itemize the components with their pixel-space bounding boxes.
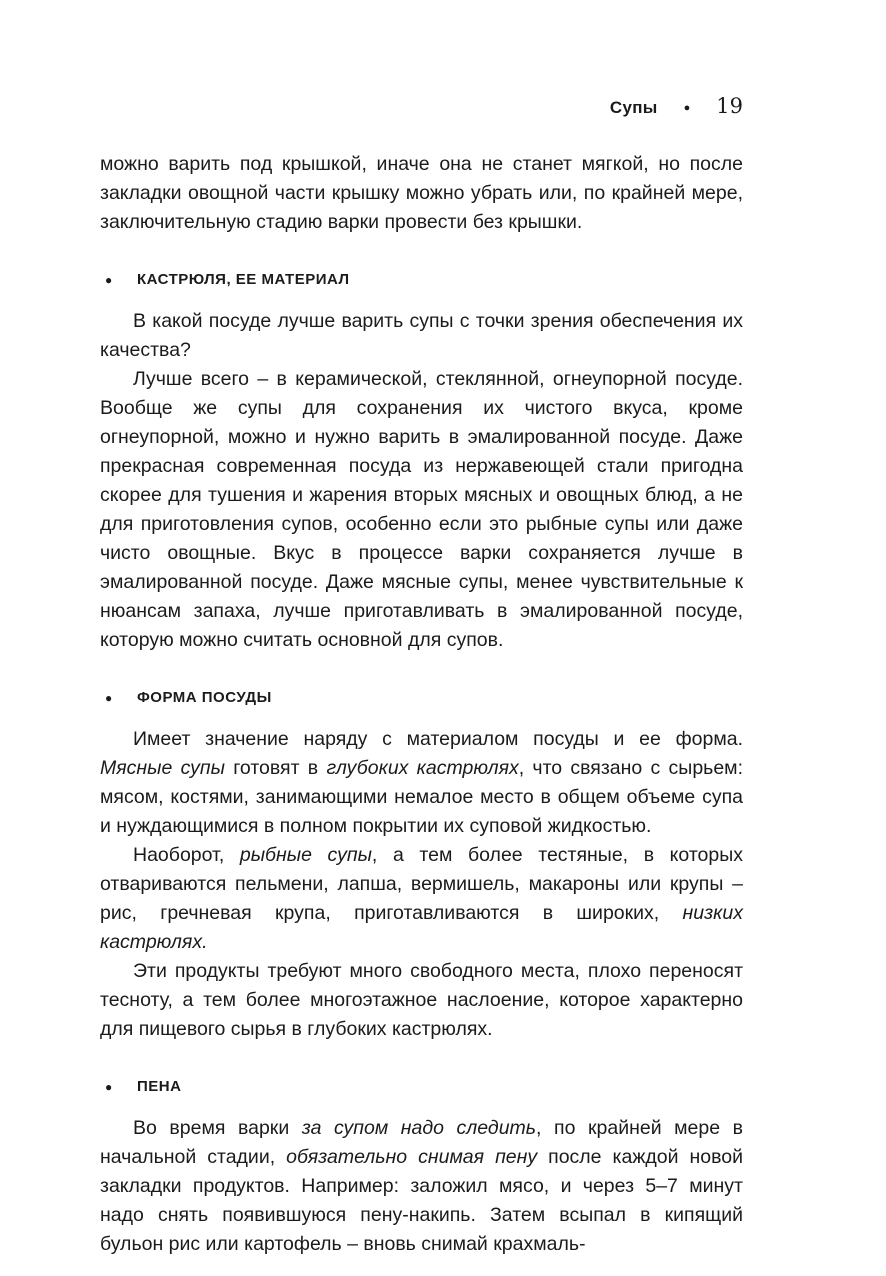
section-heading-label: ПЕНА — [137, 1078, 182, 1095]
text-run-italic: рыбные супы — [239, 844, 372, 866]
text-run: , по крайней мере в начальной стадии, — [100, 1117, 743, 1168]
text-run: Имеет значение наряду с материалом посуды и ее форма. — [133, 728, 743, 750]
paragraph — [100, 307, 743, 365]
text-run: Во время варки — [133, 1117, 302, 1139]
text-run-italic: за супом надо следить — [301, 1117, 537, 1139]
text-run-italic: низких кастрюлях. — [100, 902, 743, 953]
section-heading — [100, 1072, 743, 1102]
page-number: 19 — [716, 94, 743, 118]
running-head — [100, 94, 743, 118]
text-run: Эти продукты требуют много свободного места, плохо переносят тесноту, а тем более многоэтажное наслоение, которое характерно для пищевого сырья в глубоких кастрюлях. — [100, 960, 743, 1040]
section-heading — [100, 683, 743, 713]
running-head-title: Супы — [609, 98, 658, 117]
paragraph — [100, 957, 743, 1044]
text-run-italic: Мясные супы — [100, 757, 225, 779]
section-heading — [100, 265, 743, 295]
sections-container — [100, 265, 743, 1259]
text-run-italic: обязательно снимая пену — [286, 1146, 538, 1168]
text-run-italic: глубоких кастрюлях — [326, 757, 519, 779]
section-heading-label: ФОРМА ПОСУДЫ — [137, 689, 272, 706]
text-run: , что связано с сырьем: мясом, костями, занимающими немалое место в общем объеме супа и нуждающимися в полном покрытии их суповой жидкостью. — [100, 757, 743, 837]
paragraph — [100, 841, 743, 957]
page-body — [100, 150, 743, 1259]
bullet-icon: ● — [105, 691, 113, 705]
bullet-icon: ● — [683, 102, 691, 114]
text-run: готовят в — [224, 757, 327, 779]
text-run: Лучше всего – в керамической, стеклянной, огнеупорной посуде. Вообще же супы для сохранения их чистого вкуса, кроме огнеупорной, можно и нужно варить в эмалированной посуде. Даже прекрасная современная посуда из нержавеющей стали пригодна скорее для тушения и жарения вторых мясных и овощных блюд, а не для приготовления супов, особенно если это рыбные супы или даже чисто овощные. Вкус в процессе варки сохраняется лучше в эмалированной посуде. Даже мясные супы, менее чувствительные к нюансам запаха, лучше приготавливать в эмалированной посуде, которую можно считать основной для супов. — [100, 368, 743, 651]
section-heading-label: КАСТРЮЛЯ, ЕЕ МАТЕРИАЛ — [137, 271, 350, 288]
text-run: Наоборот, — [133, 844, 240, 866]
bullet-icon: ● — [105, 1080, 113, 1094]
paragraph — [100, 725, 743, 841]
paragraph — [100, 365, 743, 655]
text-run: после каждой новой закладки продуктов. Например: заложил мясо, и через 5–7 минут надо снять появившуюся пену-накипь. Затем всыпал в кипящий бульон рис или картофель – вновь снимай крахмаль- — [100, 1146, 743, 1255]
paragraph — [100, 1114, 743, 1259]
text-run: В какой посуде лучше варить супы с точки зрения обеспечения их качества? — [100, 310, 743, 361]
text-run: , а тем более тестяные, в которых отвариваются пельмени, лапша, вермишель, макароны или крупы – рис, гречневая крупа, приготавливаются в широких, — [100, 844, 743, 924]
bullet-icon: ● — [105, 273, 113, 287]
paragraph-continuation: можно варить под крышкой, иначе она не станет мягкой, но после закладки овощной части крышку можно убрать или, по крайней мере, заключительную стадию варки провести без крышки. — [100, 153, 743, 233]
